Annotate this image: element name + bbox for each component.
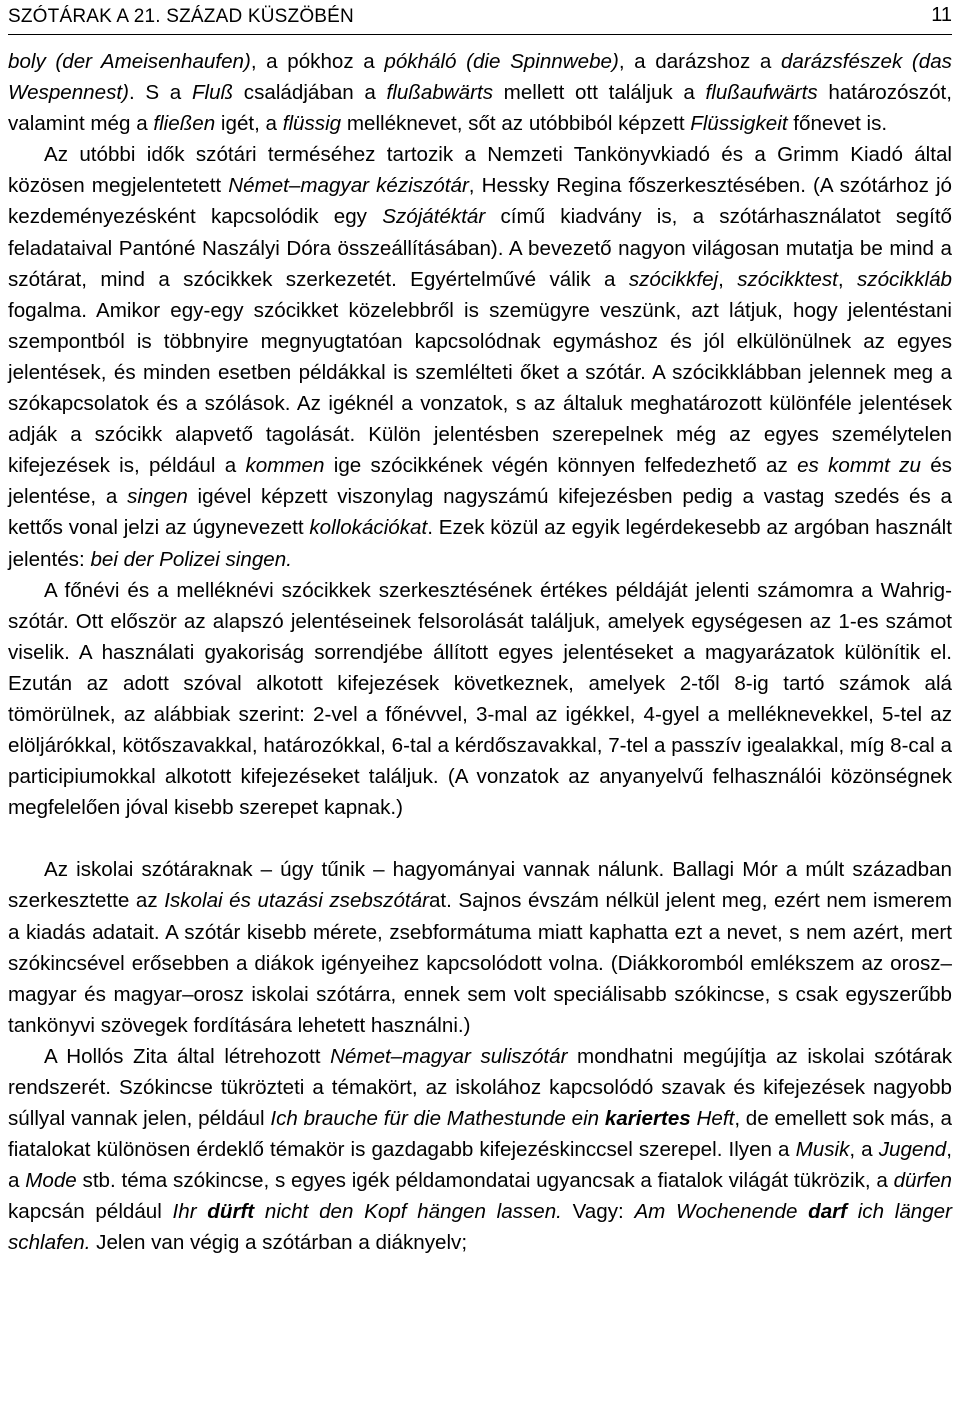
text-run: Vagy:: [561, 1200, 635, 1224]
text-run: , a pókhoz a: [250, 50, 385, 73]
emphasized-text: kommen: [245, 454, 325, 478]
emphasized-text: szócikkláb: [857, 267, 952, 291]
text-run: családjában a: [233, 81, 387, 105]
emphasized-text: Jugend: [878, 1138, 947, 1162]
running-head: SZÓTÁRAK A 21. SZÁZAD KÜSZÖBÉN: [8, 6, 354, 27]
emphasized-text: Szójátéktár: [382, 205, 486, 229]
text-run: Jelen van végig a szótárban a diáknyelv;: [90, 1231, 468, 1255]
emphasized-text: singen: [127, 485, 188, 509]
text-run: A Hollós Zita által létrehozott: [44, 1044, 331, 1068]
emphasized-text: Német–magyar kéziszótár: [228, 174, 469, 198]
emphasized-text: boly (der Ameisenhaufen): [8, 50, 251, 73]
text-run: . Ezek közül az egyik legérdekesebb az argóban használt jelentés:: [8, 516, 952, 571]
text-run: , a: [8, 1138, 952, 1193]
text-run: mellett ott találjuk a: [493, 81, 706, 105]
emphasized-text: kollokációkat: [309, 516, 428, 540]
emphasized-text: pókháló (die Spinnwebe): [384, 50, 619, 73]
emphasized-text: Heft: [690, 1107, 735, 1131]
emphasized-text: Flüssigkeit: [690, 112, 788, 136]
paragraph-1: [8, 46, 952, 139]
text-run: ,: [718, 267, 738, 291]
emphasized-text: Ich brauche für die Mathestunde ein: [270, 1107, 605, 1131]
paragraph-4: [8, 854, 952, 1041]
text-run: , de emellett sok más, a fiatalokat különösen érdeklő témakör is gazdagabb kifejezéskinccsel szerepel. Ilyen a: [8, 1107, 952, 1162]
emphasized-text: ich länger schlafen.: [8, 1200, 952, 1255]
emphasized-text: szócikkfej: [628, 267, 719, 291]
text-run: ige szócikkének végén könnyen felfedezhető az: [324, 454, 798, 478]
emphasized-text: darázsfészek (das Wespennest): [8, 50, 952, 105]
page-number: 11: [931, 4, 952, 26]
emphasized-text: fließen: [153, 112, 216, 136]
text-run: főnevet is.: [787, 112, 888, 136]
text-run: stb. téma szókincse, s egyes igék példamondatai ugyancsak a fiatalok világát tükrözik, a: [76, 1169, 894, 1193]
text-run: határozószót, valamint még a: [8, 81, 953, 136]
text-run: kapcsán például: [8, 1200, 173, 1224]
paragraph-2: [8, 139, 952, 574]
emphasized-text: flußabwärts: [386, 81, 493, 105]
text-run: melléknevet, sőt az utóbbiból képzett: [341, 112, 691, 136]
emphasized-text: bei der Polizei singen.: [90, 547, 292, 571]
text-run: . S a: [128, 81, 192, 105]
emphasized-text: kariertes: [604, 1107, 691, 1131]
emphasized-text: dürft: [207, 1200, 255, 1224]
text-run: igét, a: [215, 112, 283, 136]
text-run: , a darázshoz a: [618, 50, 781, 73]
emphasized-text: Am Wochenende: [634, 1200, 809, 1224]
emphasized-text: flüssig: [282, 112, 342, 136]
emphasized-text: Musik: [795, 1138, 850, 1162]
emphasized-text: darf: [808, 1200, 848, 1224]
text-run: Az iskolai szótáraknak – úgy tűnik – hagyományai vannak nálunk. Ballagi Mór a múlt században szerkesztette az: [8, 858, 952, 913]
page-header: [8, 0, 952, 35]
emphasized-text: Fluß: [191, 81, 234, 105]
emphasized-text: szócikktest: [737, 267, 838, 291]
body-text: [8, 46, 952, 1259]
text-run: , a: [849, 1138, 879, 1162]
text-run: és jelentése, a: [8, 454, 952, 509]
emphasized-text: Iskolai és utazási zsebszótár: [164, 889, 429, 913]
emphasized-text: Német–magyar suliszótár: [330, 1044, 568, 1068]
paragraph-5: [8, 1041, 952, 1259]
text-run: fogalma. Amikor egy-egy szócikket közelebbről is szemügyre veszünk, azt látjuk, hogy jelentéstani szempontból is többnyire megnyugtatóan kapcsolódnak egymáshoz és jól elkülönülnek az egyes jelentések, és minden esetben példákkal is szemlélteti őket a szótár. A szócikklábban jelennek meg a szókapcsolatok és a szólások. Az igéknél a vonzatok, s az általuk meghatározott különféle jelentések adják a szócikk alapvető tagolását. Külön jelentésben szerepelnek még az egyes személytelen kifejezések is, például a: [8, 298, 952, 478]
text-run: című kiadvány is, a szótárhasználatot segítő feladataival Pantóné Naszályi Dóra összeállításában). A bevezető nagyon világosan mutatja be mind a szótárat, mind a szócikkek szerkezetét. Egyértelművé válik a: [8, 205, 952, 291]
emphasized-text: Mode: [25, 1169, 77, 1193]
text-run: igével képzett viszonylag nagyszámú kifejezésben pedig a vastag szedés és a kettős vonal jelzi az úgynevezett: [8, 485, 952, 540]
text-run: mondhatni megújítja az iskolai szótárak rendszerét. Szókincse tükrözteti a témakört, az iskolához kapcsolódó szavak és kifejezések nagyobb súllyal vannak jelen, például: [8, 1044, 952, 1131]
emphasized-text: dürfen: [893, 1169, 952, 1193]
emphasized-text: es kommt zu: [797, 454, 921, 478]
text-run: ,: [837, 267, 857, 291]
emphasized-text: Ihr: [172, 1200, 208, 1224]
text-run: Az utóbbi idők szótári terméséhez tartozik a Nemzeti Tankönyvkiadó és a Grimm Kiadó által közösen megjelentetett: [8, 143, 952, 198]
paragraph-3: [8, 575, 952, 824]
text-run: A főnévi és a melléknévi szócikkek szerkesztésének értékes példáját jelenti számomra a Wahrig-szótár. Ott először az alapszó jelentéseinek felsorolását találjuk, amelyek egységesen az 1-es számot viselik. A használati gyakoriság sorrendjébe állított egyes jelentéseket a magyarázatok különítik el. Ezután az adott szóval alkotott kifejezések következnek, amelyek 2-től 8-ig tartó számok alá tömörülnek, az alábbiak szerint: 2-vel a főnévvel, 3-mal az igékkel, 4-gyel a melléknevekkel, 5-tel az elöljárókkal, kötőszavakkal, határozókkal, 6-tal a kérdőszavakkal, 7-tel a passzív igealakkal, míg 8-cal a participiumokkal alkotott kifejezéseket találjuk. (A vonzatok az anyanyelvű felhasználói közönségnek megfelelően jóval kisebb szerepet kapnak.): [8, 578, 952, 820]
emphasized-text: nicht den Kopf hängen lassen.: [254, 1200, 562, 1224]
emphasized-text: flußaufwärts: [705, 81, 818, 105]
text-run: at. Sajnos évszám nélkül jelent meg, ezért nem ismerem a kiadás adatait. A szótár kisebb mérete, zsebformátuma miatt kaphatta ezt a nevet, s nem azért, mert szókincsével erősebben a diákok igényeihez kapcsolódott volna. (Diákkoromból emlékszem az orosz–magyar és magyar–orosz iskolai szótárra, ennek sem volt speciálisabb szókincse, s csak egyszerűbb tankönyvi szövegek fordítására lehetett használni.): [8, 889, 953, 1037]
text-run: , Hessky Regina főszerkesztésében. (A szótárhoz jó kezdeményezésként kapcsolódik egy: [8, 174, 952, 229]
